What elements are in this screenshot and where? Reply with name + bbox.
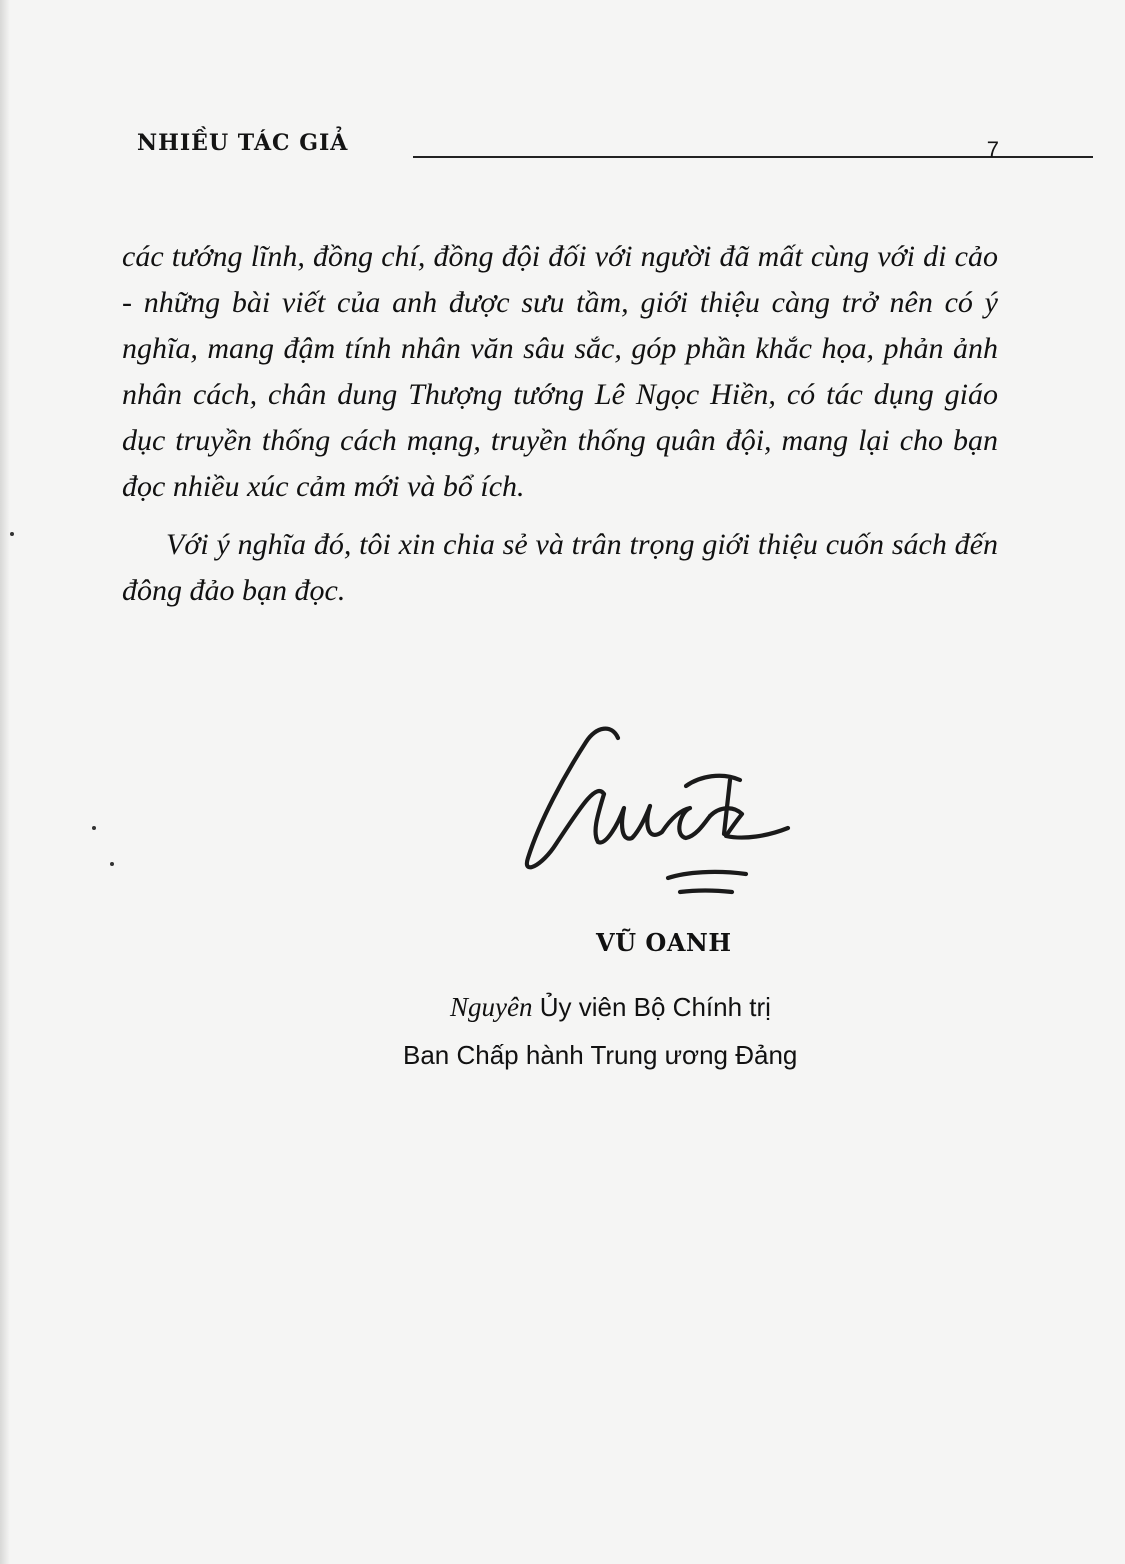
scan-speck [10, 532, 14, 536]
page-binding-shadow [0, 0, 10, 1564]
running-header [137, 128, 1007, 168]
author-role-prefix: Nguyên [450, 992, 533, 1022]
page-number: 7 [986, 137, 999, 162]
paragraph-2: Với ý nghĩa đó, tôi xin chia sẻ và trân trọng giới thiệu cuốn sách đến đông đảo bạn đọc. [122, 528, 998, 607]
author-name: VŨ OANH [596, 928, 732, 957]
author-role-title: Ủy viên Bộ Chính trị [539, 992, 771, 1022]
header-title: NHIỀU TÁC GIẢ [137, 130, 349, 156]
body-text [122, 234, 998, 614]
handwritten-signature [500, 716, 860, 906]
scan-speck [110, 862, 114, 866]
author-role-line-1 [450, 992, 771, 1023]
scan-speck [92, 826, 96, 830]
paragraph-1: các tướng lĩnh, đồng chí, đồng đội đối với người đã mất cùng với di cảo - những bài viết của anh được sưu tầm, giới thiệu càng trở nên có ý nghĩa, mang đậm tính nhân văn sâu sắc, góp phần khắc họa, phản ảnh nhân cách, chân dung Thượng tướng Lê Ngọc Hiền, có tác dụng giáo dục truyền thống cách mạng, truyền thống quân đội, mang lại cho bạn đọc nhiều xúc cảm mới và bổ ích. [122, 240, 998, 503]
author-role-line-2: Ban Chấp hành Trung ương Đảng [403, 1040, 798, 1070]
